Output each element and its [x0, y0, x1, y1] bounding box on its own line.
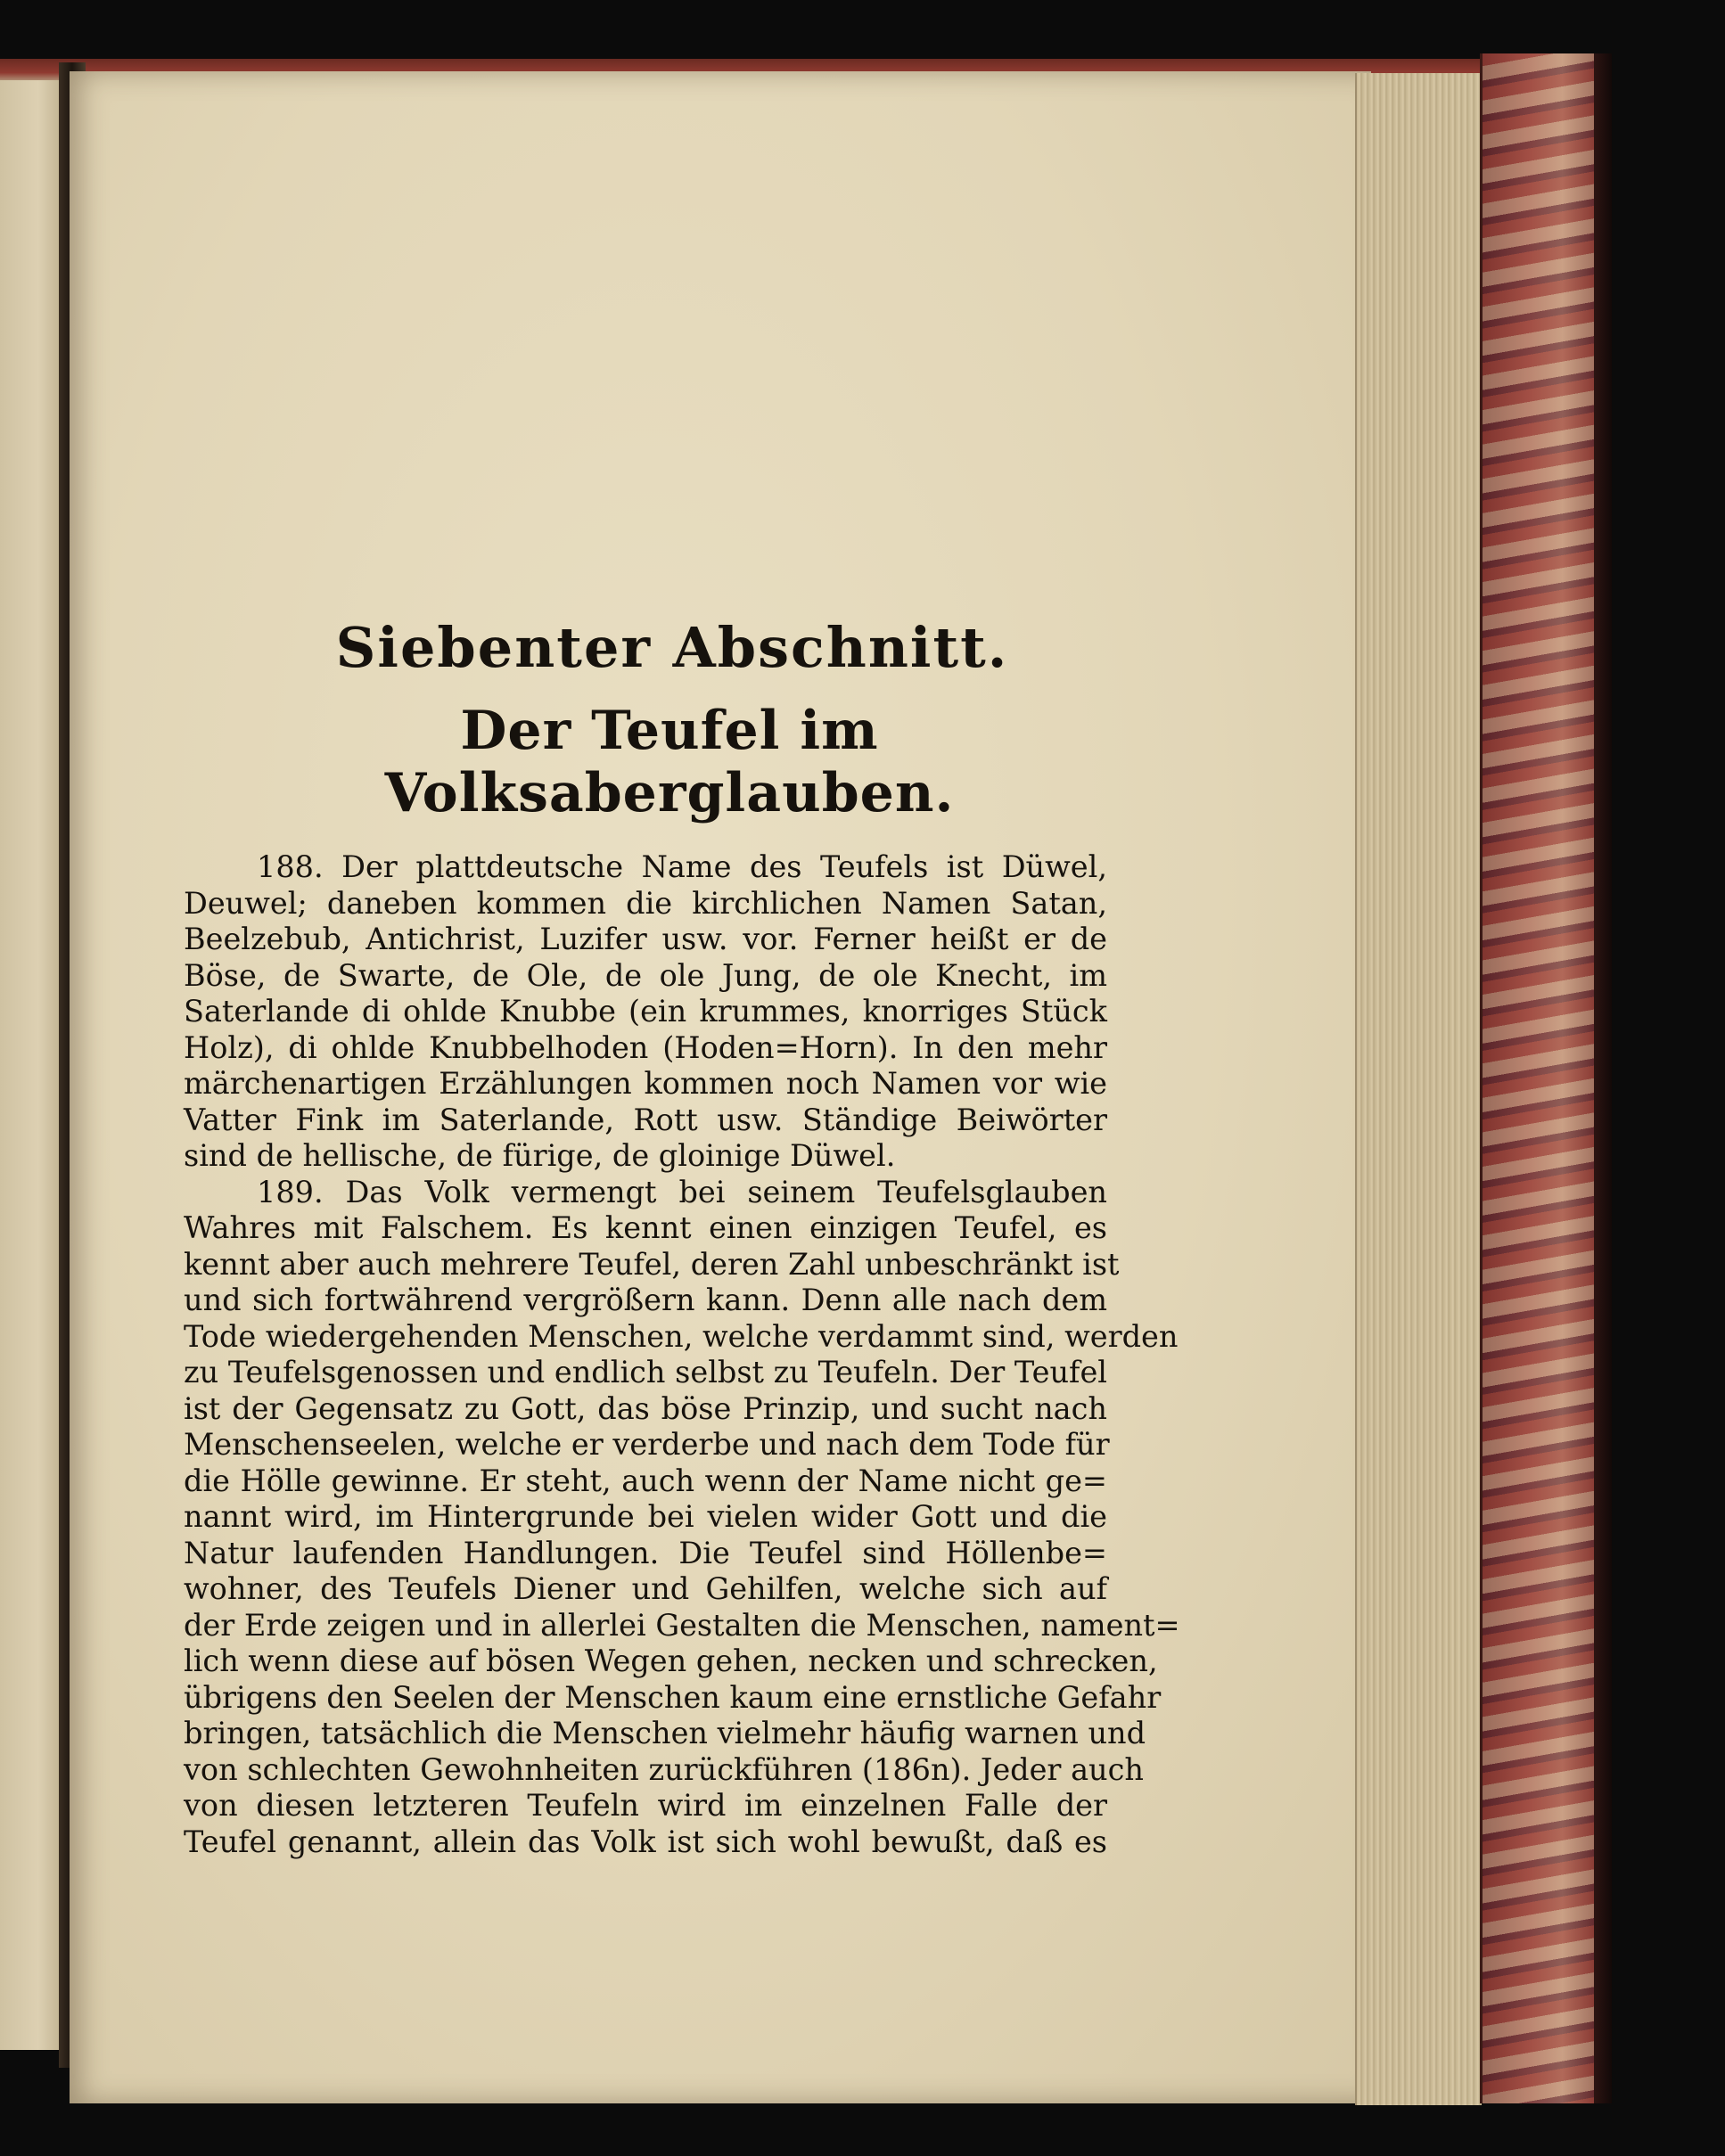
text-line: sind de hellische, de fürige, de gloinige Düwel.	[184, 1138, 896, 1173]
text-line: übrigens den Seelen der Menschen kaum eine ernstliche Gefahr	[184, 1679, 1162, 1715]
text-line: märchenartigen Erzählungen kommen noch Namen vor wie	[184, 1066, 1107, 1101]
text-line: Vatter Fink im Saterlande, Rott usw. Ständige Beiwörter	[184, 1102, 1107, 1137]
text-line: zu Teufelsgenossen und endlich selbst zu Teufeln. Der Teufel	[184, 1355, 1107, 1390]
text-line: 189. Das Volk vermengt bei seinem Teufelsglauben	[257, 1174, 1107, 1209]
text-line: Beelzebub, Antichrist, Luzifer usw. vor. Ferner heißt er de	[184, 922, 1107, 956]
text-line: Böse, de Swarte, de Ole, de ole Jung, de ole Knecht, im	[184, 957, 1107, 993]
text-line: nannt wird, im Hintergrunde bei vielen wider Gott und die	[184, 1499, 1107, 1534]
text-line: wohner, des Teufels Diener und Gehilfen, welche sich auf	[184, 1571, 1107, 1606]
marbled-cover-edge	[1480, 53, 1597, 2103]
text-line: Tode wiedergehenden Menschen, welche verdammt sind, werden	[184, 1318, 1179, 1354]
text-line: die Hölle gewinne. Er steht, auch wenn der Name nicht ge=	[184, 1463, 1107, 1498]
text-line: und sich fortwährend vergrößern kann. Denn alle nach dem	[184, 1283, 1107, 1317]
text-line: ist der Gegensatz zu Gott, das böse Prinzip, und sucht nach	[184, 1390, 1107, 1426]
text-line: 188. Der plattdeutsche Name des Teufels ist Düwel,	[257, 849, 1107, 884]
text-line: der Erde zeigen und in allerlei Gestalten die Menschen, nament=	[184, 1607, 1180, 1643]
text-line: Holz), di ohlde Knubbelhoden (Hoden=Horn). In den mehr	[184, 1029, 1107, 1065]
text-line: Deuwel; daneben kommen die kirchlichen Namen Satan,	[184, 885, 1107, 921]
text-line: kennt aber auch mehrere Teufel, deren Zahl unbeschränkt ist	[184, 1246, 1120, 1282]
page-text	[184, 615, 1180, 1860]
text-line: lich wenn diese auf bösen Wegen gehen, necken und schrecken,	[184, 1644, 1158, 1678]
text-line: von diesen letzteren Teufeln wird im einzelnen Falle der	[184, 1788, 1107, 1823]
text-line: von schlechten Gewohnheiten zurückführen (186n). Jeder auch	[184, 1751, 1144, 1787]
body-text	[184, 849, 1180, 1860]
text-line: Menschenseelen, welche er verderbe und nach dem Tode für	[184, 1427, 1110, 1462]
text-line: Wahres mit Falschem. Es kennt einen einzigen Teufel, es	[184, 1210, 1107, 1245]
section-heading: Siebenter Abschnitt.	[335, 615, 1009, 680]
text-line: Teufel genannt, allein das Volk ist sich wohl bewußt, daß es	[184, 1824, 1107, 1859]
text-line: bringen, tatsächlich die Menschen vielmehr häufig warnen und	[184, 1716, 1146, 1750]
cover-shadow	[1594, 53, 1612, 2103]
text-line: Natur laufenden Handlungen. Die Teufel sind Höllenbe=	[184, 1535, 1107, 1570]
chapter-title: Der Teufel im Volksaberglauben.	[384, 700, 955, 824]
text-line: Saterlande di ohlde Knubbe (ein krummes, knorriges Stück	[184, 994, 1107, 1029]
page-block-edges	[1355, 73, 1482, 2105]
